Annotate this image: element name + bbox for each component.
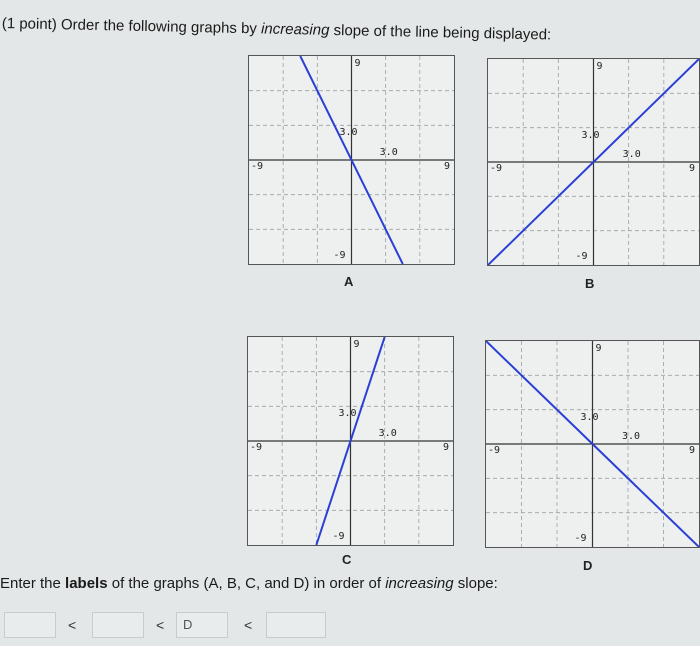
question-text-before: Order the following graphs by <box>60 16 258 38</box>
answer-input-2[interactable] <box>92 612 144 638</box>
tick-bottom-c: -9 <box>332 531 345 542</box>
less-than-3: < <box>244 617 253 633</box>
graph-label-d: D <box>583 558 593 573</box>
graph-label-a: A <box>344 274 354 289</box>
tick-bottom-d: -9 <box>574 533 587 544</box>
answer-emphasis: increasing <box>385 575 454 592</box>
question-text <box>2 14 692 48</box>
less-than-1: < <box>68 617 77 633</box>
graph-plot-c <box>248 337 453 545</box>
answer-input-3[interactable]: D <box>176 612 228 638</box>
tick-y-mid-c: 3.0 <box>338 408 357 420</box>
graph-plot-a <box>249 56 454 264</box>
tick-x-mid-c: 3.0 <box>378 428 397 439</box>
tick-left-c: -9 <box>250 442 263 453</box>
graph-label-b: B <box>585 276 595 291</box>
graph-plot-b <box>488 59 699 265</box>
tick-x-mid-a: 3.0 <box>379 147 398 158</box>
answer-labels-word: labels <box>65 575 108 592</box>
tick-right-b: 9 <box>689 163 696 174</box>
tick-right-a: 9 <box>444 161 451 172</box>
tick-top-a: 9 <box>354 58 361 69</box>
tick-x-mid-d: 3.0 <box>622 431 641 442</box>
answer-input-4[interactable] <box>266 612 326 638</box>
answer-input-1[interactable] <box>4 612 56 638</box>
tick-top-d: 9 <box>595 343 602 354</box>
tick-bottom-b: -9 <box>575 251 588 262</box>
tick-left-d: -9 <box>488 445 501 456</box>
graph-a <box>248 55 455 265</box>
graph-d <box>485 340 700 548</box>
answer-text-after: slope: <box>457 575 498 592</box>
tick-x-mid-b: 3.0 <box>622 149 641 160</box>
tick-right-d: 9 <box>689 445 696 456</box>
question-points: (1 point) <box>1 14 57 34</box>
answer-instructions <box>0 574 690 594</box>
tick-top-b: 9 <box>596 61 603 72</box>
less-than-2: < <box>156 617 165 633</box>
graph-plot-d <box>486 341 699 547</box>
graph-label-c: C <box>342 552 352 567</box>
graph-c <box>247 336 454 546</box>
tick-top-c: 9 <box>353 339 360 350</box>
graph-b <box>487 58 700 266</box>
answer-text-before: Enter the <box>0 575 61 592</box>
question-emphasis: increasing <box>260 20 330 39</box>
tick-left-b: -9 <box>490 163 503 174</box>
answer-row <box>0 612 400 642</box>
question-text-after: slope of the line being displayed: <box>333 21 552 44</box>
tick-left-a: -9 <box>251 161 264 172</box>
tick-y-mid-d: 3.0 <box>580 411 599 423</box>
tick-y-mid-b: 3.0 <box>581 129 600 141</box>
tick-bottom-a: -9 <box>333 250 346 261</box>
answer-text-mid: of the graphs (A, B, C, and D) in order of <box>111 575 382 592</box>
tick-right-c: 9 <box>443 442 450 453</box>
tick-y-mid-a: 3.0 <box>339 127 358 139</box>
